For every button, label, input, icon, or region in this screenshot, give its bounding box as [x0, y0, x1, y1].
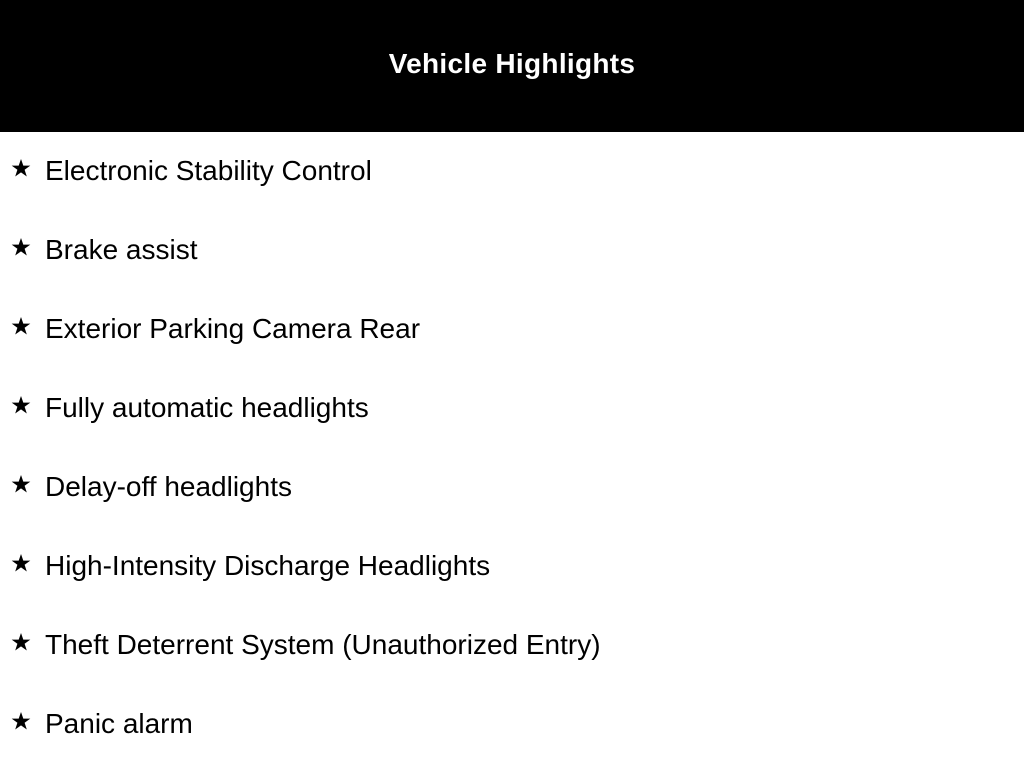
list-item [0, 606, 1024, 685]
star-icon [11, 237, 31, 257]
star-icon [11, 474, 31, 494]
star-icon [11, 316, 31, 336]
highlight-label: Delay-off headlights [45, 471, 292, 502]
list-item [0, 369, 1024, 448]
highlight-label: Panic alarm [45, 708, 193, 739]
highlight-label: Theft Deterrent System (Unauthorized Entry) [45, 629, 601, 660]
highlight-label: Brake assist [45, 234, 198, 265]
list-item [0, 132, 1024, 211]
page-title: Vehicle Highlights [388, 48, 636, 79]
highlight-label: Electronic Stability Control [45, 155, 372, 186]
list-item [0, 527, 1024, 606]
list-item [0, 290, 1024, 369]
highlight-label: Fully automatic headlights [45, 392, 369, 423]
star-icon [11, 553, 31, 573]
star-icon [11, 711, 31, 731]
list-item [0, 448, 1024, 527]
highlights-list [0, 132, 1024, 764]
star-icon [11, 632, 31, 652]
list-item [0, 685, 1024, 764]
list-item [0, 211, 1024, 290]
highlight-label: High-Intensity Discharge Headlights [45, 550, 491, 581]
highlight-label: Exterior Parking Camera Rear [45, 313, 421, 344]
star-icon [11, 158, 31, 178]
page-header [0, 0, 1024, 132]
star-icon [11, 395, 31, 415]
